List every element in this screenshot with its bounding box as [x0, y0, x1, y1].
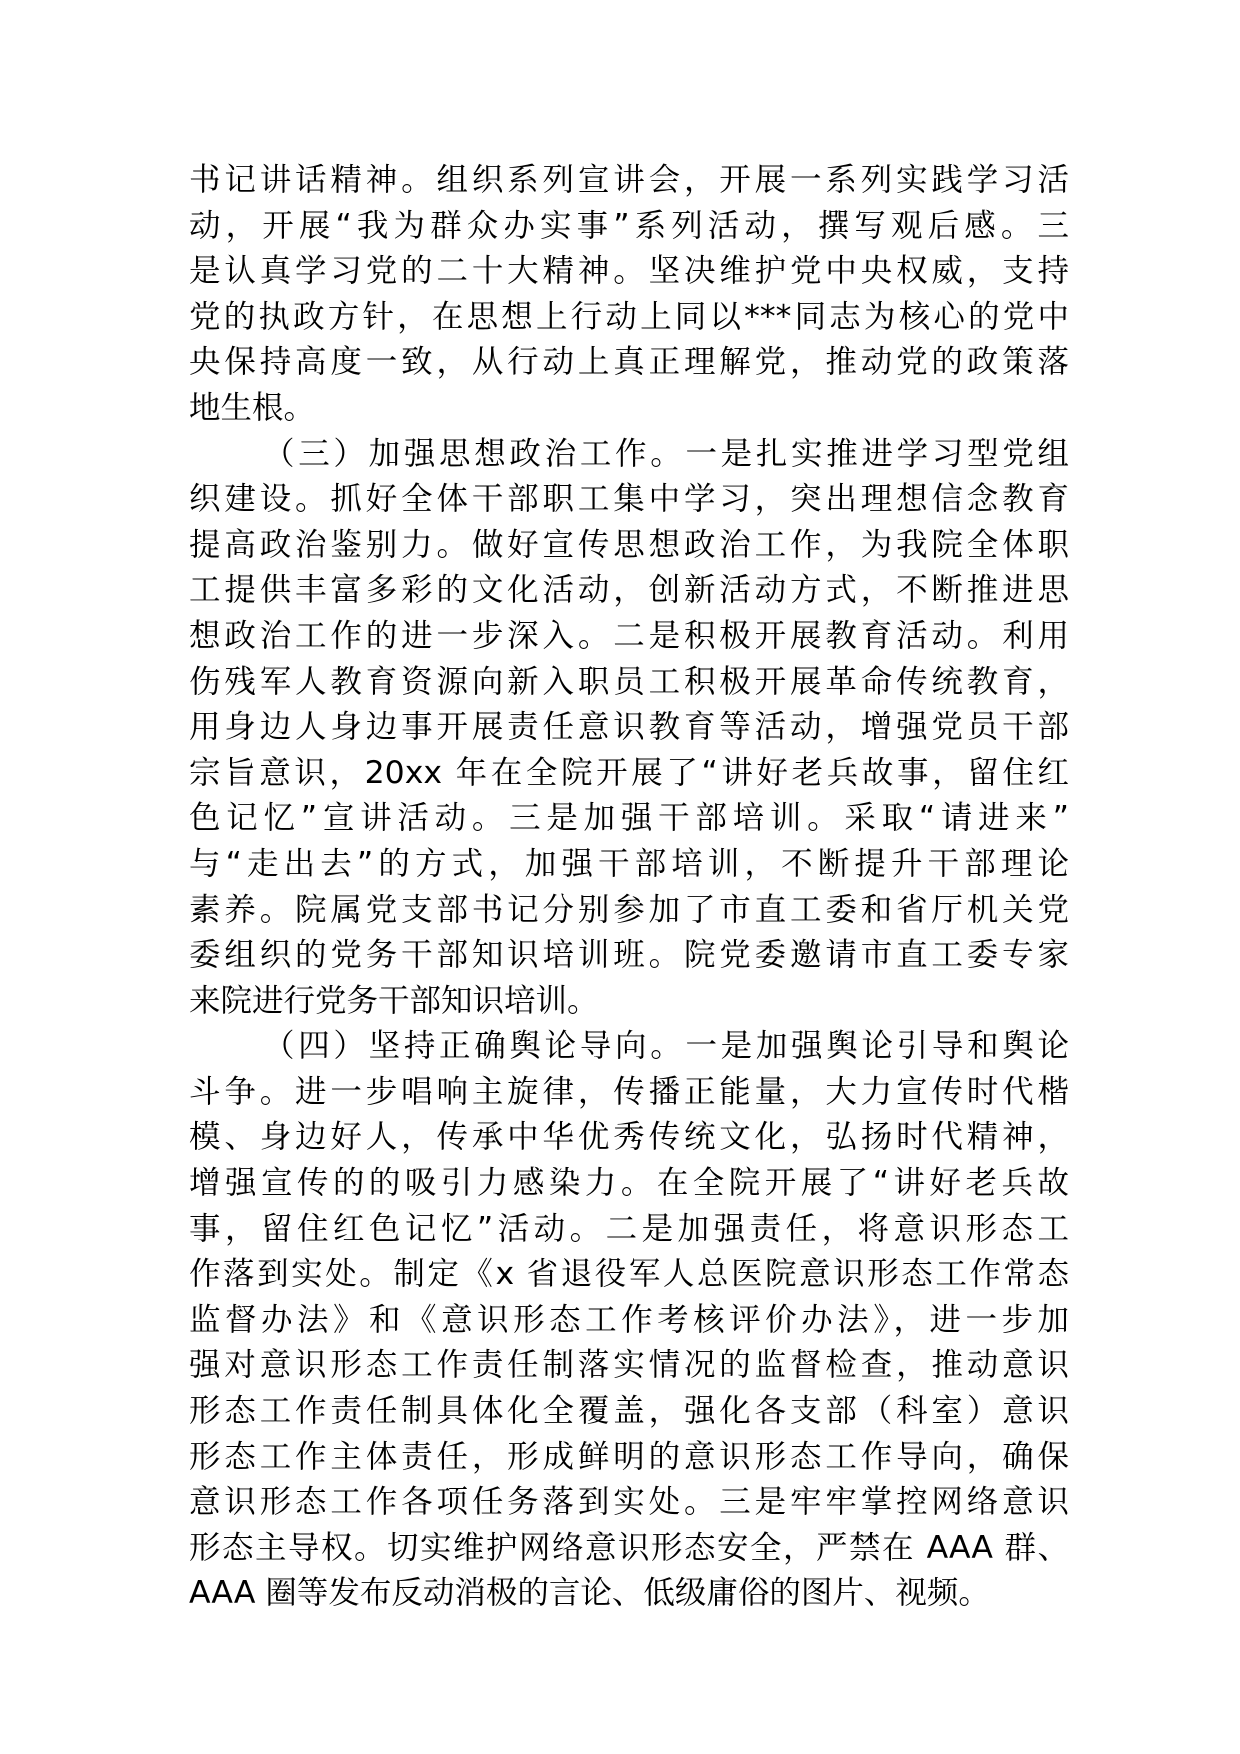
- text-line: 央保持高度一致，从行动上真正理解党，推动党的政策落: [189, 344, 1069, 381]
- text-line: 素养。院属党支部书记分别参加了市直工委和省厅机关党: [189, 891, 1069, 928]
- text-line: 形态工作主体责任，形成鲜明的意识形态工作导向，确保: [189, 1438, 1069, 1475]
- text-line: 来院进行党务干部知识培训。: [189, 982, 599, 1019]
- text-line: 动，开展“我为群众办实事”系列活动，撰写观后感。三: [189, 207, 1069, 244]
- text-line: 增强宣传的的吸引力感染力。在全院开展了“讲好老兵故: [189, 1165, 1069, 1202]
- text-line: 党的执政方针，在思想上行动上同以***同志为核心的党中: [189, 298, 1069, 335]
- document-body: [189, 158, 1069, 1617]
- text-line: 斗争。进一步唱响主旋律，传播正能量，大力宣传时代楷: [189, 1073, 1069, 1110]
- paragraph-first-line: （三）加强思想政治工作。一是扎实推进学习型党组: [263, 435, 1069, 472]
- text-line: 意识形态工作各项任务落到实处。三是牢牢掌控网络意识: [189, 1484, 1069, 1521]
- text-line: 想政治工作的进一步深入。二是积极开展教育活动。利用: [189, 617, 1069, 654]
- text-line: 书记讲话精神。组织系列宣讲会，开展一系列实践学习活: [189, 162, 1069, 198]
- text-line: 工提供丰富多彩的文化活动，创新活动方式，不断推进思: [189, 572, 1069, 609]
- text-line: 模、身边好人，传承中华优秀传统文化，弘扬时代精神，: [189, 1119, 1069, 1156]
- text-line: 事，留住红色记忆”活动。二是加强责任，将意识形态工: [189, 1210, 1069, 1247]
- text-line: 宗旨意识，20xx 年在全院开展了“讲好老兵故事，留住红: [189, 754, 1069, 791]
- text-line: 与“走出去”的方式，加强干部培训，不断提升干部理论: [189, 845, 1069, 882]
- text-line: 强对意识形态工作责任制落实情况的监督检查，推动意识: [189, 1347, 1069, 1384]
- text-line: 伤残军人教育资源向新入职员工积极开展革命传统教育，: [189, 663, 1069, 700]
- text-line: 委组织的党务干部知识培训班。院党委邀请市直工委专家: [189, 937, 1069, 974]
- text-line: 用身边人身边事开展责任意识教育等活动，增强党员干部: [189, 709, 1069, 746]
- text-line: 地生根。: [189, 389, 316, 426]
- text-line: 形态主导权。切实维护网络意识形态安全，严禁在 AAA 群、: [189, 1529, 1069, 1566]
- text-line: 形态工作责任制具体化全覆盖，强化各支部（科室）意识: [189, 1393, 1069, 1430]
- text-line: 色记忆”宣讲活动。三是加强干部培训。采取“请进来”: [189, 800, 1069, 837]
- text-line: 织建设。抓好全体干部职工集中学习，突出理想信念教育: [189, 481, 1069, 518]
- text-line: 是认真学习党的二十大精神。坚决维护党中央权威，支持: [189, 253, 1069, 290]
- paragraph-first-line: （四）坚持正确舆论导向。一是加强舆论引导和舆论: [263, 1028, 1069, 1065]
- text-line: AAA 圈等发布反动消极的言论、低级庸俗的图片、视频。: [189, 1575, 990, 1612]
- text-line: 监督办法》和《意识形态工作考核评价办法》，进一步加: [189, 1301, 1069, 1338]
- text-line: 提高政治鉴别力。做好宣传思想政治工作，为我院全体职: [189, 526, 1069, 563]
- text-line: 作落到实处。制定《x 省退役军人总医院意识形态工作常态: [189, 1256, 1069, 1293]
